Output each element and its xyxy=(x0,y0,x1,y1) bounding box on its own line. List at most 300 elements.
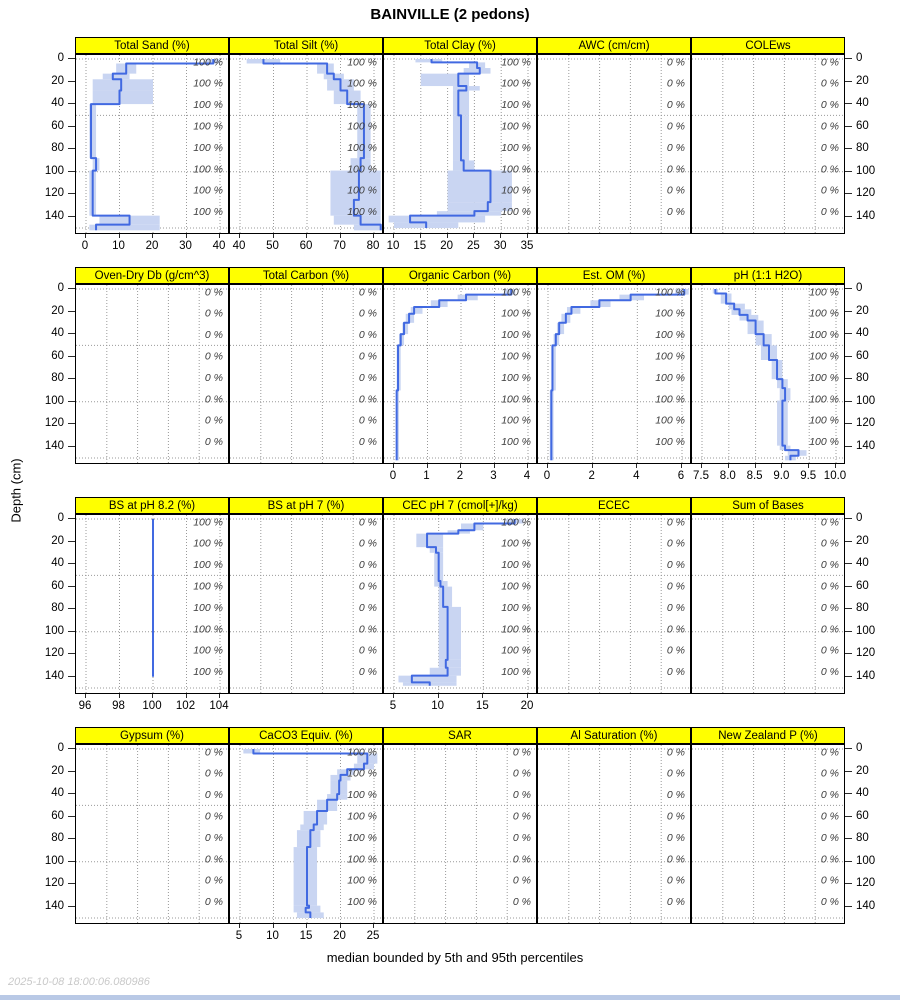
x-tick xyxy=(527,234,528,238)
y-tick-label: 140 xyxy=(856,439,876,452)
contribution-label: 0 % xyxy=(820,99,839,112)
y-tick-label: 120 xyxy=(44,187,64,200)
contribution-label: 100 % xyxy=(501,623,531,636)
x-tick xyxy=(447,234,448,238)
contribution-label: 100 % xyxy=(193,644,223,657)
x-tick-label: 6 xyxy=(677,470,685,482)
y-tick-label: 20 xyxy=(51,304,64,317)
contribution-label: 100 % xyxy=(501,414,531,427)
y-tick xyxy=(68,906,75,907)
x-tick-label: 98 xyxy=(112,700,125,712)
contribution-label: 0 % xyxy=(666,99,685,112)
x-tick xyxy=(728,464,729,468)
contribution-label: 100 % xyxy=(193,99,223,112)
contribution-label: 100 % xyxy=(347,56,377,69)
contribution-label: 100 % xyxy=(347,896,377,909)
x-tick xyxy=(527,464,528,468)
x-tick-label: 10 xyxy=(112,240,125,252)
contribution-label: 100 % xyxy=(501,286,531,299)
y-tick-label: 120 xyxy=(856,417,876,430)
contribution-label: 0 % xyxy=(666,516,685,529)
contribution-label: 100 % xyxy=(501,120,531,133)
x-tick-label: 9.0 xyxy=(773,470,790,482)
x-tick xyxy=(239,924,240,928)
x-tick xyxy=(273,924,274,928)
x-tick xyxy=(393,694,394,698)
y-tick-label: 100 xyxy=(44,624,64,637)
contribution-label: 0 % xyxy=(666,767,685,780)
x-tick xyxy=(835,464,836,468)
x-tick-label: 7.5 xyxy=(693,470,709,482)
y-tick xyxy=(845,653,852,654)
y-tick-label: 40 xyxy=(856,97,869,110)
contribution-label: 100 % xyxy=(655,329,685,342)
contribution-label: 0 % xyxy=(820,120,839,133)
contribution-label: 100 % xyxy=(501,350,531,363)
contribution-label: 0 % xyxy=(820,831,839,844)
contribution-label: 0 % xyxy=(666,746,685,759)
y-tick-label: 20 xyxy=(856,534,869,547)
contribution-label: 0 % xyxy=(512,810,531,823)
y-tick xyxy=(845,586,852,587)
y-tick xyxy=(68,883,75,884)
x-tick-label: 50 xyxy=(266,240,279,252)
contribution-label: 0 % xyxy=(666,184,685,197)
x-tick-label: 20 xyxy=(440,240,453,252)
y-tick-label: 40 xyxy=(51,327,64,340)
x-tick-label: 5 xyxy=(389,700,397,712)
x-tick xyxy=(340,924,341,928)
contribution-label: 0 % xyxy=(820,141,839,154)
contribution-label: 0 % xyxy=(820,580,839,593)
figure-caption: median bounded by 5th and 95th percentiles xyxy=(326,950,584,965)
y-tick xyxy=(68,653,75,654)
x-tick-label: 0 xyxy=(543,470,551,482)
contribution-label: 0 % xyxy=(512,767,531,780)
x-tick xyxy=(239,234,240,238)
contribution-label: 0 % xyxy=(358,623,377,636)
y-tick-label: 100 xyxy=(856,854,876,867)
y-tick-label: 120 xyxy=(856,647,876,660)
contribution-label: 0 % xyxy=(204,853,223,866)
x-tick-label: 9.5 xyxy=(800,470,817,482)
y-tick xyxy=(68,171,75,172)
contribution-label: 100 % xyxy=(501,184,531,197)
contribution-label: 0 % xyxy=(358,414,377,427)
y-tick xyxy=(845,631,852,632)
y-tick xyxy=(845,148,852,149)
median-line-organic-carbon xyxy=(397,289,512,460)
contribution-label: 100 % xyxy=(501,559,531,572)
y-tick-label: 40 xyxy=(51,97,64,110)
y-tick xyxy=(68,378,75,379)
contribution-label: 0 % xyxy=(820,206,839,219)
panel-strip-colews: COLEws xyxy=(691,37,845,54)
panel-plot-sum-of-bases xyxy=(691,514,845,694)
contribution-label: 0 % xyxy=(666,896,685,909)
y-tick xyxy=(68,446,75,447)
contribution-label: 0 % xyxy=(820,537,839,550)
contribution-label: 100 % xyxy=(193,141,223,154)
y-tick xyxy=(845,563,852,564)
contribution-label: 0 % xyxy=(666,789,685,802)
panel-plot-total-sand xyxy=(75,54,229,234)
panel-plot-colews xyxy=(691,54,845,234)
x-tick xyxy=(427,464,428,468)
x-tick xyxy=(85,234,86,238)
page-title: BAINVILLE (2 pedons) xyxy=(370,6,530,23)
x-tick xyxy=(119,234,120,238)
y-tick-label: 120 xyxy=(44,877,64,890)
y-tick-label: 100 xyxy=(856,394,876,407)
panel-plot-awc-cm-cm xyxy=(537,54,691,234)
contribution-label: 0 % xyxy=(204,810,223,823)
contribution-label: 100 % xyxy=(501,329,531,342)
y-tick-label: 0 xyxy=(57,742,64,754)
contribution-label: 100 % xyxy=(347,789,377,802)
contribution-label: 100 % xyxy=(809,350,839,363)
y-tick xyxy=(68,401,75,402)
x-tick-label: 102 xyxy=(175,700,196,712)
y-tick xyxy=(845,541,852,542)
contribution-label: 0 % xyxy=(358,286,377,299)
contribution-label: 0 % xyxy=(358,580,377,593)
contribution-label: 100 % xyxy=(501,77,531,90)
contribution-label: 100 % xyxy=(501,580,531,593)
contribution-label: 0 % xyxy=(820,623,839,636)
x-tick-label: 10 xyxy=(266,930,279,942)
x-tick-label: 25 xyxy=(466,240,480,252)
x-tick-label: 80 xyxy=(366,240,380,252)
panel-strip-total-clay: Total Clay (%) xyxy=(383,37,537,54)
y-tick xyxy=(845,288,852,289)
median-line-cec-ph-7-cmol-kg xyxy=(412,519,515,686)
panel-plot-cec-ph-7-cmol-kg xyxy=(383,514,537,694)
contribution-label: 0 % xyxy=(358,350,377,363)
window-bottom-edge xyxy=(0,995,900,1000)
panel-strip-new-zealand-p: New Zealand P (%) xyxy=(691,727,845,744)
contribution-label: 100 % xyxy=(501,601,531,614)
y-tick-label: 140 xyxy=(856,899,876,912)
y-tick-label: 0 xyxy=(856,512,863,524)
contribution-label: 0 % xyxy=(358,436,377,449)
y-tick xyxy=(845,883,852,884)
y-tick-label: 40 xyxy=(856,557,869,570)
x-tick xyxy=(306,234,307,238)
y-tick xyxy=(68,193,75,194)
contribution-label: 0 % xyxy=(666,77,685,90)
contribution-label: 0 % xyxy=(358,393,377,406)
contribution-label: 100 % xyxy=(809,307,839,320)
x-tick xyxy=(393,464,394,468)
contribution-label: 0 % xyxy=(666,580,685,593)
contribution-label: 0 % xyxy=(666,853,685,866)
x-tick-label: 1 xyxy=(423,470,430,482)
y-tick xyxy=(68,586,75,587)
panel-strip-sum-of-bases: Sum of Bases xyxy=(691,497,845,514)
y-tick-label: 20 xyxy=(856,74,869,87)
contribution-label: 0 % xyxy=(666,666,685,679)
x-tick-label: 4 xyxy=(523,470,531,482)
contribution-label: 100 % xyxy=(193,666,223,679)
y-tick xyxy=(68,81,75,82)
contribution-label: 0 % xyxy=(512,789,531,802)
y-tick xyxy=(845,81,852,82)
panel-strip-bs-at-ph-7: BS at pH 7 (%) xyxy=(229,497,383,514)
x-tick xyxy=(701,464,702,468)
contribution-label: 100 % xyxy=(655,414,685,427)
contribution-label: 100 % xyxy=(193,56,223,69)
contribution-label: 100 % xyxy=(501,436,531,449)
contribution-label: 100 % xyxy=(347,77,377,90)
y-tick-label: 20 xyxy=(51,534,64,547)
panel-plot-gypsum xyxy=(75,744,229,924)
contribution-label: 100 % xyxy=(655,436,685,449)
contribution-label: 0 % xyxy=(666,206,685,219)
contribution-label: 0 % xyxy=(358,601,377,614)
x-tick-label: 20 xyxy=(145,240,159,252)
contribution-label: 100 % xyxy=(193,184,223,197)
y-tick xyxy=(845,771,852,772)
x-tick-label: 15 xyxy=(475,700,489,712)
contribution-label: 100 % xyxy=(347,874,377,887)
x-tick-label: 5 xyxy=(235,930,243,942)
panel-plot-est-om xyxy=(537,284,691,464)
y-tick-label: 140 xyxy=(44,439,64,452)
contribution-label: 100 % xyxy=(655,393,685,406)
contribution-label: 100 % xyxy=(809,436,839,449)
panel-strip-bs-at-ph-8-2: BS at pH 8.2 (%) xyxy=(75,497,229,514)
contribution-label: 100 % xyxy=(501,307,531,320)
contribution-label: 100 % xyxy=(193,559,223,572)
contribution-label: 100 % xyxy=(809,286,839,299)
x-tick xyxy=(781,464,782,468)
x-tick xyxy=(438,694,439,698)
x-tick-label: 100 xyxy=(142,700,162,712)
panel-strip-organic-carbon: Organic Carbon (%) xyxy=(383,267,537,284)
contribution-label: 100 % xyxy=(347,141,377,154)
y-tick-label: 40 xyxy=(51,557,64,570)
y-tick xyxy=(845,608,852,609)
y-tick-label: 100 xyxy=(44,854,64,867)
contribution-label: 100 % xyxy=(501,537,531,550)
contribution-label: 100 % xyxy=(501,666,531,679)
contribution-label: 0 % xyxy=(820,767,839,780)
y-tick-label: 80 xyxy=(856,142,869,155)
y-tick xyxy=(845,446,852,447)
x-tick-label: 8.5 xyxy=(746,470,763,482)
contribution-label: 100 % xyxy=(347,853,377,866)
contribution-label: 100 % xyxy=(501,371,531,384)
contribution-label: 0 % xyxy=(358,371,377,384)
panel-plot-organic-carbon xyxy=(383,284,537,464)
y-tick-label: 20 xyxy=(856,304,869,317)
contribution-label: 0 % xyxy=(204,874,223,887)
x-tick xyxy=(152,234,153,238)
panel-plot-total-silt xyxy=(229,54,383,234)
y-tick-label: 80 xyxy=(856,832,869,845)
contribution-label: 100 % xyxy=(347,99,377,112)
contribution-label: 100 % xyxy=(193,206,223,219)
contribution-label: 0 % xyxy=(512,874,531,887)
contribution-label: 100 % xyxy=(347,831,377,844)
y-tick-label: 140 xyxy=(44,899,64,912)
y-tick-label: 0 xyxy=(856,742,863,754)
y-tick xyxy=(68,288,75,289)
contribution-label: 0 % xyxy=(512,896,531,909)
y-tick xyxy=(845,311,852,312)
contribution-label: 100 % xyxy=(501,206,531,219)
y-tick-label: 120 xyxy=(856,187,876,200)
contribution-label: 100 % xyxy=(193,623,223,636)
contribution-label: 0 % xyxy=(820,644,839,657)
y-tick xyxy=(68,518,75,519)
x-tick-label: 2 xyxy=(456,470,464,482)
y-tick xyxy=(845,171,852,172)
contribution-label: 0 % xyxy=(204,414,223,427)
x-tick xyxy=(636,464,637,468)
contribution-label: 100 % xyxy=(655,350,685,363)
x-tick xyxy=(186,234,187,238)
contribution-label: 0 % xyxy=(820,853,839,866)
contribution-label: 100 % xyxy=(501,141,531,154)
contribution-label: 100 % xyxy=(193,77,223,90)
x-tick xyxy=(420,234,421,238)
y-tick xyxy=(845,748,852,749)
y-tick xyxy=(68,311,75,312)
panel-plot-ecec xyxy=(537,514,691,694)
contribution-label: 100 % xyxy=(193,537,223,550)
y-tick xyxy=(68,838,75,839)
y-tick-label: 40 xyxy=(51,787,64,800)
contribution-label: 100 % xyxy=(501,163,531,176)
panel-strip-total-carbon: Total Carbon (%) xyxy=(229,267,383,284)
y-tick-label: 80 xyxy=(856,372,869,385)
contribution-label: 0 % xyxy=(820,896,839,909)
contribution-label: 100 % xyxy=(501,516,531,529)
y-tick-label: 40 xyxy=(856,787,869,800)
panel-strip-oven-dry-db-g-cm-3: Oven-Dry Db (g/cm^3) xyxy=(75,267,229,284)
x-tick xyxy=(473,234,474,238)
contribution-label: 0 % xyxy=(666,623,685,636)
contribution-label: 0 % xyxy=(820,56,839,69)
y-tick-label: 80 xyxy=(856,602,869,615)
contribution-label: 0 % xyxy=(820,789,839,802)
y-tick-label: 0 xyxy=(57,512,64,524)
x-tick-label: 15 xyxy=(413,240,427,252)
y-tick-label: 140 xyxy=(44,669,64,682)
x-tick xyxy=(681,464,682,468)
y-tick xyxy=(845,401,852,402)
y-tick xyxy=(845,676,852,677)
x-tick xyxy=(808,464,809,468)
x-tick-label: 10 xyxy=(431,700,445,712)
y-tick-label: 120 xyxy=(44,647,64,660)
x-tick-label: 25 xyxy=(366,930,380,942)
x-tick xyxy=(306,924,307,928)
y-tick-label: 60 xyxy=(856,579,869,592)
y-tick xyxy=(68,861,75,862)
y-tick-label: 0 xyxy=(856,282,863,294)
y-tick xyxy=(845,423,852,424)
x-tick xyxy=(373,234,374,238)
x-tick-label: 70 xyxy=(333,240,346,252)
contribution-label: 100 % xyxy=(347,206,377,219)
contribution-label: 0 % xyxy=(666,874,685,887)
x-tick-label: 0 xyxy=(81,240,89,252)
contribution-label: 100 % xyxy=(501,393,531,406)
y-tick xyxy=(845,58,852,59)
y-tick xyxy=(68,748,75,749)
y-tick-label: 100 xyxy=(856,624,876,637)
x-tick-label: 40 xyxy=(212,240,226,252)
contribution-label: 0 % xyxy=(204,767,223,780)
y-tick-label: 80 xyxy=(51,602,64,615)
x-tick-label: 8.0 xyxy=(719,470,736,482)
x-tick-label: 104 xyxy=(209,700,229,712)
y-tick-label: 100 xyxy=(44,164,64,177)
panel-plot-caco3-equiv xyxy=(229,744,383,924)
y-tick-label: 120 xyxy=(44,417,64,430)
y-tick-label: 80 xyxy=(51,372,64,385)
contribution-label: 0 % xyxy=(204,350,223,363)
contribution-label: 0 % xyxy=(204,896,223,909)
contribution-label: 0 % xyxy=(666,141,685,154)
panel-strip-awc-cm-cm: AWC (cm/cm) xyxy=(537,37,691,54)
x-tick xyxy=(482,694,483,698)
x-tick xyxy=(152,694,153,698)
y-tick-label: 20 xyxy=(856,764,869,777)
contribution-label: 100 % xyxy=(193,580,223,593)
x-tick-label: 15 xyxy=(299,930,313,942)
panel-plot-total-carbon xyxy=(229,284,383,464)
x-tick-label: 35 xyxy=(520,240,534,252)
y-tick xyxy=(845,378,852,379)
contribution-label: 0 % xyxy=(358,516,377,529)
y-tick xyxy=(68,541,75,542)
y-tick xyxy=(845,356,852,357)
y-tick-label: 140 xyxy=(856,669,876,682)
y-tick xyxy=(845,906,852,907)
contribution-label: 100 % xyxy=(655,371,685,384)
x-tick xyxy=(527,694,528,698)
panel-plot-bs-at-ph-7 xyxy=(229,514,383,694)
contribution-label: 100 % xyxy=(193,516,223,529)
contribution-label: 0 % xyxy=(666,163,685,176)
y-tick-label: 100 xyxy=(44,394,64,407)
y-tick xyxy=(845,838,852,839)
panel-plot-bs-at-ph-8-2 xyxy=(75,514,229,694)
panel-strip-total-silt: Total Silt (%) xyxy=(229,37,383,54)
contribution-label: 0 % xyxy=(666,601,685,614)
contribution-label: 0 % xyxy=(666,559,685,572)
x-tick xyxy=(373,924,374,928)
panel-strip-gypsum: Gypsum (%) xyxy=(75,727,229,744)
x-tick xyxy=(273,234,274,238)
contribution-label: 0 % xyxy=(820,77,839,90)
contribution-label: 0 % xyxy=(512,746,531,759)
contribution-label: 0 % xyxy=(358,644,377,657)
y-tick xyxy=(845,861,852,862)
contribution-label: 100 % xyxy=(809,371,839,384)
y-tick-label: 40 xyxy=(856,327,869,340)
panel-strip-caco3-equiv: CaCO3 Equiv. (%) xyxy=(229,727,383,744)
contribution-label: 0 % xyxy=(666,810,685,823)
panel-plot-new-zealand-p xyxy=(691,744,845,924)
contribution-label: 100 % xyxy=(501,99,531,112)
x-tick-label: 4 xyxy=(633,470,640,482)
y-tick xyxy=(68,676,75,677)
